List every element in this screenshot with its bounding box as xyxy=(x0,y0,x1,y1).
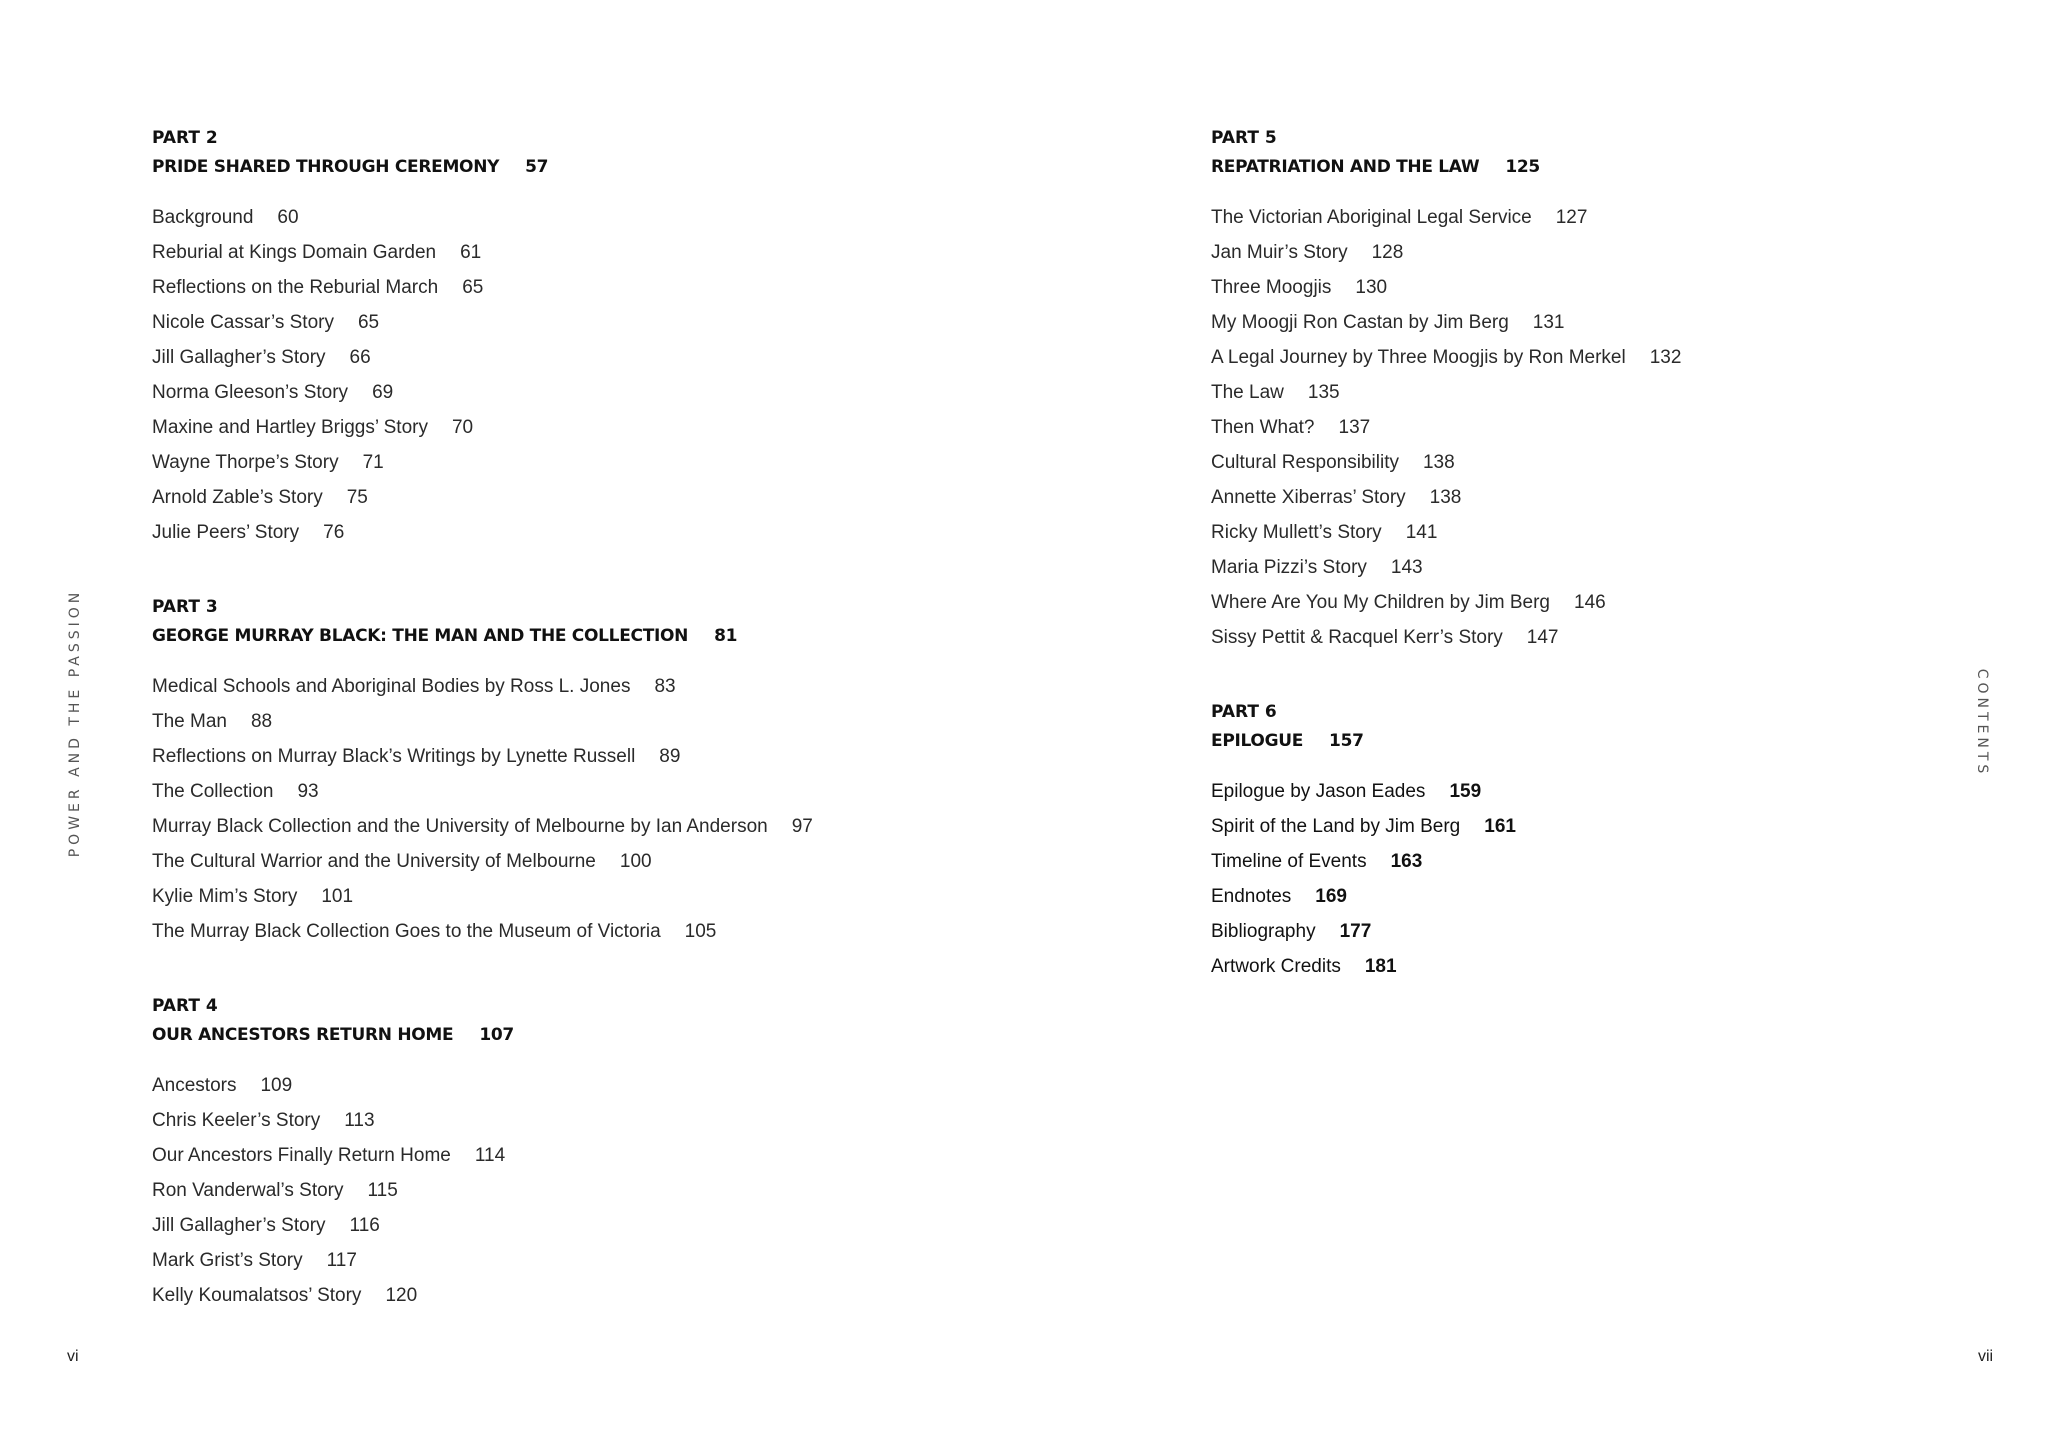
toc-entry-title: Then What? xyxy=(1211,417,1315,438)
toc-entry-page: 101 xyxy=(321,886,354,907)
page-number-left: vi xyxy=(67,1348,79,1365)
toc-entry-page: 130 xyxy=(1355,277,1388,298)
toc-entry-title: Kylie Mim’s Story xyxy=(152,886,298,907)
toc-entry-page: 147 xyxy=(1526,627,1559,648)
toc-entry-page: 143 xyxy=(1390,557,1423,578)
toc-entry xyxy=(152,340,1052,375)
toc-entry xyxy=(152,704,1052,739)
toc-entry-title: Wayne Thorpe’s Story xyxy=(152,452,339,473)
part-title xyxy=(152,1021,1052,1050)
part-page-number: 157 xyxy=(1329,731,1364,751)
toc-entry xyxy=(152,270,1052,305)
toc-entry-page: 132 xyxy=(1649,347,1682,368)
toc-entry-page: 120 xyxy=(385,1285,418,1306)
toc-entry-page: 115 xyxy=(367,1180,398,1201)
toc-entry-page: 65 xyxy=(462,277,484,298)
toc-entry-title: Our Ancestors Finally Return Home xyxy=(152,1145,451,1166)
toc-entry xyxy=(1211,620,1911,655)
part-title xyxy=(1211,727,1911,756)
part-page-number: 107 xyxy=(479,1025,514,1045)
toc-entry xyxy=(1211,515,1911,550)
part-label: PART 2 xyxy=(152,128,218,148)
toc-entry xyxy=(1211,550,1911,585)
toc-entry-page: 159 xyxy=(1449,781,1482,802)
toc-entry-title: Maria Pizzi’s Story xyxy=(1211,557,1367,578)
toc-section xyxy=(1211,124,1911,655)
spine-title: POWER AND THE PASSION xyxy=(67,588,83,858)
toc-entry-page: 127 xyxy=(1555,207,1588,228)
toc-entry xyxy=(152,844,1052,879)
part-page-number: 125 xyxy=(1505,157,1540,177)
toc-entry-title: Spirit of the Land by Jim Berg xyxy=(1211,816,1461,837)
toc-entry xyxy=(152,200,1052,235)
part-title-text: OUR ANCESTORS RETURN HOME xyxy=(152,1025,454,1045)
toc-entry-list xyxy=(152,669,1052,949)
toc-entry-page: 138 xyxy=(1429,487,1462,508)
toc-entry xyxy=(1211,270,1911,305)
part-title-text: EPILOGUE xyxy=(1211,731,1304,751)
toc-entry-page: 61 xyxy=(460,242,482,263)
toc-entry xyxy=(152,375,1052,410)
toc-entry xyxy=(1211,949,1911,984)
toc-entry-title: Nicole Cassar’s Story xyxy=(152,312,334,333)
part-label: PART 5 xyxy=(1211,128,1277,148)
toc-entry xyxy=(152,1138,1052,1173)
toc-entry-title: Kelly Koumalatsos’ Story xyxy=(152,1285,362,1306)
part-title xyxy=(152,153,1052,182)
toc-entry-page: 89 xyxy=(659,746,681,767)
toc-entry xyxy=(152,1278,1052,1313)
toc-entry-title: Reburial at Kings Domain Garden xyxy=(152,242,437,263)
toc-entry-title: Ancestors xyxy=(152,1075,237,1096)
toc-entry-page: 66 xyxy=(349,347,371,368)
toc-entry xyxy=(152,515,1052,550)
toc-entry-title: Endnotes xyxy=(1211,886,1292,907)
toc-entry-page: 141 xyxy=(1405,522,1438,543)
toc-entry xyxy=(152,774,1052,809)
toc-entry-title: Julie Peers’ Story xyxy=(152,522,300,543)
toc-entry-title: The Law xyxy=(1211,382,1284,403)
toc-entry xyxy=(152,739,1052,774)
toc-entry-title: Ricky Mullett’s Story xyxy=(1211,522,1382,543)
toc-entry xyxy=(1211,914,1911,949)
part-label: PART 3 xyxy=(152,597,218,617)
toc-entry-title: Epilogue by Jason Eades xyxy=(1211,781,1426,802)
toc-entry-page: 161 xyxy=(1484,816,1516,837)
part-label: PART 4 xyxy=(152,996,218,1016)
toc-entry-page: 138 xyxy=(1422,452,1455,473)
part-title-text: PRIDE SHARED THROUGH CEREMONY xyxy=(152,157,500,177)
toc-entry xyxy=(152,1068,1052,1103)
toc-entry-page: 97 xyxy=(791,816,813,837)
toc-entry-page: 105 xyxy=(684,921,717,942)
toc-entry xyxy=(1211,585,1911,620)
toc-entry xyxy=(152,914,1052,949)
toc-entry-title: The Victorian Aboriginal Legal Service xyxy=(1211,207,1532,228)
toc-entry xyxy=(152,1103,1052,1138)
toc-entry-title: The Murray Black Collection Goes to the Museum of Victoria xyxy=(152,921,661,942)
toc-entry-title: The Cultural Warrior and the University of Melbourne xyxy=(152,851,596,872)
toc-entry-title: Where Are You My Children by Jim Berg xyxy=(1211,592,1550,613)
toc-entry-title: Norma Gleeson’s Story xyxy=(152,382,349,403)
toc-entry-title: Jill Gallagher’s Story xyxy=(152,1215,326,1236)
toc-entry xyxy=(1211,445,1911,480)
toc-entry xyxy=(152,445,1052,480)
toc-entry-page: 69 xyxy=(372,382,394,403)
toc-entry xyxy=(152,809,1052,844)
toc-entry-page: 75 xyxy=(346,487,368,508)
toc-entry-title: Cultural Responsibility xyxy=(1211,452,1399,473)
toc-entry-list xyxy=(1211,200,1911,655)
toc-entry-page: 65 xyxy=(357,312,380,333)
toc-entry xyxy=(152,305,1052,340)
toc-entry-title: Chris Keeler’s Story xyxy=(152,1110,321,1131)
toc-entry-title: Mark Grist’s Story xyxy=(152,1250,303,1271)
toc-entry xyxy=(1211,340,1911,375)
toc-entry-page: 88 xyxy=(250,711,273,732)
toc-entry-page: 117 xyxy=(326,1250,357,1271)
toc-entry xyxy=(1211,774,1911,809)
toc-entry xyxy=(1211,200,1911,235)
toc-entry-title: Jill Gallagher’s Story xyxy=(152,347,326,368)
toc-entry-page: 116 xyxy=(349,1215,380,1236)
toc-entry-title: Reflections on Murray Black’s Writings by Lynette Russell xyxy=(152,746,636,767)
toc-entry-page: 181 xyxy=(1364,956,1397,977)
toc-section xyxy=(152,124,1052,550)
toc-entry xyxy=(152,879,1052,914)
toc-entry-page: 114 xyxy=(474,1145,506,1166)
toc-entry-title: The Man xyxy=(152,711,227,732)
part-title-text: REPATRIATION AND THE LAW xyxy=(1211,157,1480,177)
toc-entry xyxy=(1211,375,1911,410)
page-number-right: vii xyxy=(1978,1348,1994,1365)
toc-entry-title: Ron Vanderwal’s Story xyxy=(152,1180,344,1201)
toc-entry-page: 135 xyxy=(1307,382,1340,403)
toc-entry xyxy=(1211,305,1911,340)
toc-entry-list xyxy=(1211,774,1911,984)
toc-entry-title: Jan Muir’s Story xyxy=(1211,242,1348,263)
toc-entry xyxy=(1211,879,1911,914)
toc-entry-page: 113 xyxy=(344,1110,375,1131)
toc-entry-page: 146 xyxy=(1574,592,1606,613)
toc-entry-page: 163 xyxy=(1390,851,1423,872)
toc-entry-list xyxy=(152,200,1052,550)
toc-entry-page: 93 xyxy=(297,781,319,802)
part-title-text: GEORGE MURRAY BLACK: THE MAN AND THE COLLECTION xyxy=(152,626,689,646)
toc-section xyxy=(152,593,1052,949)
toc-entry xyxy=(1211,844,1911,879)
toc-entry-title: Annette Xiberras’ Story xyxy=(1211,487,1406,508)
toc-entry-page: 70 xyxy=(451,417,474,438)
part-title xyxy=(152,622,1052,651)
part-title xyxy=(1211,153,1911,182)
toc-entry-title: Timeline of Events xyxy=(1211,851,1367,872)
part-page-number: 81 xyxy=(714,626,738,646)
toc-entry-page: 131 xyxy=(1532,312,1565,333)
toc-section xyxy=(152,992,1052,1313)
toc-entry-page: 83 xyxy=(654,676,676,697)
toc-entry xyxy=(152,480,1052,515)
toc-entry xyxy=(152,1243,1052,1278)
toc-entry-title: The Collection xyxy=(152,781,274,802)
toc-entry xyxy=(152,669,1052,704)
toc-entry-title: A Legal Journey by Three Moogjis by Ron Merkel xyxy=(1211,347,1626,368)
toc-entry-page: 128 xyxy=(1371,242,1404,263)
toc-entry-title: Maxine and Hartley Briggs’ Story xyxy=(152,417,428,438)
toc-entry-page: 76 xyxy=(323,522,345,543)
toc-entry xyxy=(152,410,1052,445)
toc-entry xyxy=(152,1208,1052,1243)
part-page-number: 57 xyxy=(525,157,549,177)
toc-entry-page: 71 xyxy=(362,452,384,473)
toc-entry-title: Medical Schools and Aboriginal Bodies by Ross L. Jones xyxy=(152,676,631,697)
toc-entry xyxy=(1211,809,1911,844)
toc-entry-page: 100 xyxy=(619,851,652,872)
contents-left-column xyxy=(152,124,1052,1356)
toc-entry xyxy=(1211,410,1911,445)
toc-entry-page: 169 xyxy=(1315,886,1347,907)
spine-section-label: CONTENTS xyxy=(1974,668,1990,778)
toc-entry-title: Sissy Pettit & Racquel Kerr’s Story xyxy=(1211,627,1503,648)
toc-entry-title: Reflections on the Reburial March xyxy=(152,277,439,298)
toc-entry-title: Artwork Credits xyxy=(1211,956,1341,977)
toc-entry-title: Murray Black Collection and the University of Melbourne by Ian Anderson xyxy=(152,816,768,837)
toc-entry xyxy=(152,235,1052,270)
toc-entry xyxy=(152,1173,1052,1208)
contents-right-column xyxy=(1211,124,1911,1027)
toc-entry-page: 137 xyxy=(1338,417,1371,438)
toc-entry-page: 60 xyxy=(277,207,299,228)
toc-entry xyxy=(1211,235,1911,270)
toc-entry-title: Arnold Zable’s Story xyxy=(152,487,323,508)
toc-entry-page: 109 xyxy=(260,1075,293,1096)
toc-entry-list xyxy=(152,1068,1052,1313)
toc-entry-title: Bibliography xyxy=(1211,921,1316,942)
toc-entry-title: My Moogji Ron Castan by Jim Berg xyxy=(1211,312,1509,333)
toc-section xyxy=(1211,698,1911,984)
toc-entry xyxy=(1211,480,1911,515)
part-label: PART 6 xyxy=(1211,702,1277,722)
toc-entry-title: Three Moogjis xyxy=(1211,277,1332,298)
toc-entry-page: 177 xyxy=(1339,921,1372,942)
toc-entry-title: Background xyxy=(152,207,254,228)
